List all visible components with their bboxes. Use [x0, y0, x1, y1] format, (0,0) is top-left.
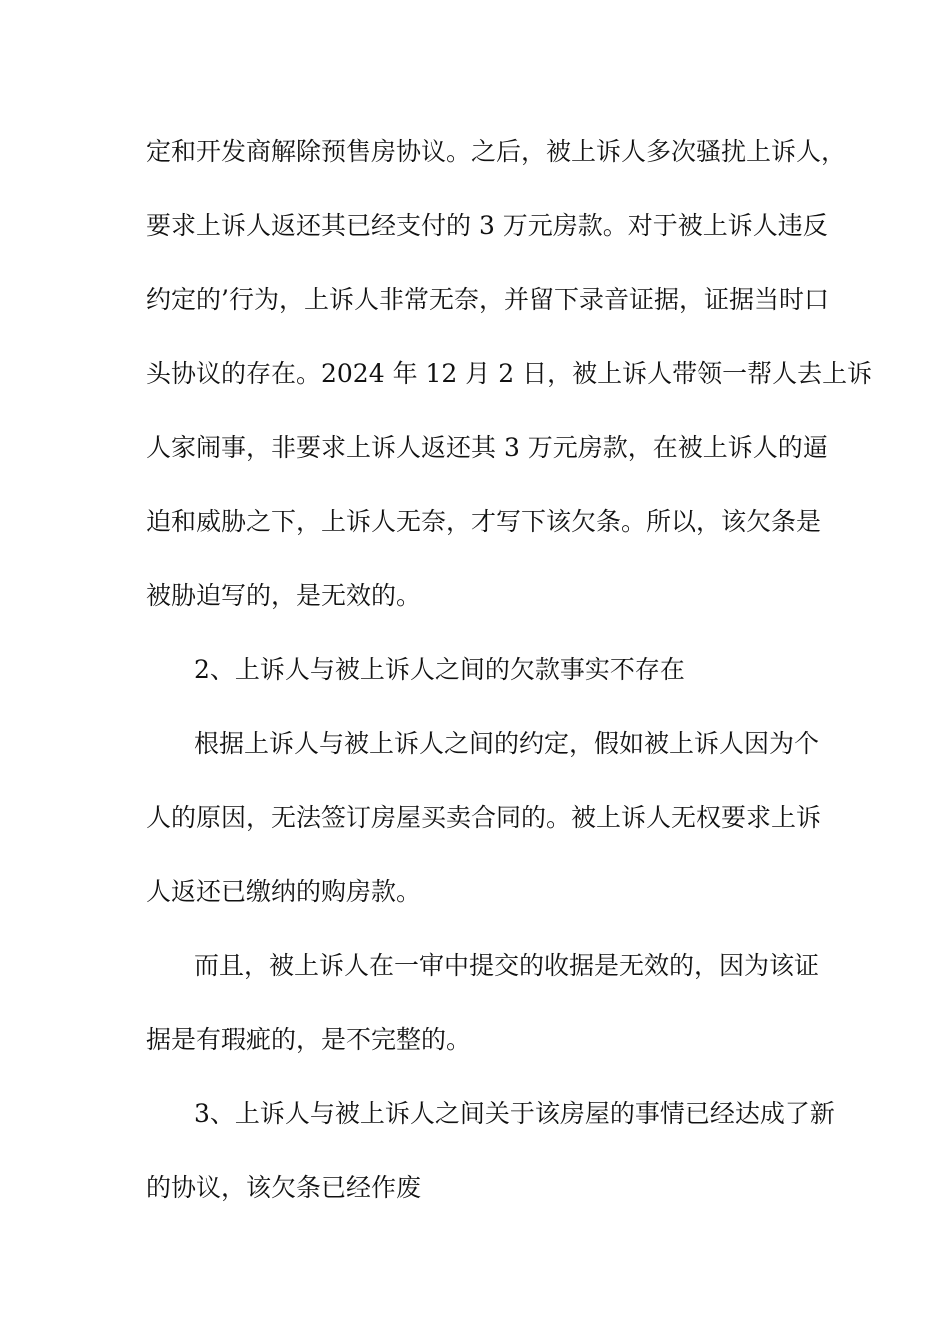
text-line: 头协议的存在。2024 年 12 月 2 日，被上诉人带领一帮人去上诉: [146, 359, 873, 388]
text-line: 约定的’行为，上诉人非常无奈，并留下录音证据，证据当时口: [146, 285, 829, 314]
text-line: 人家闹事，非要求上诉人返还其 3 万元房款，在被上诉人的逼: [146, 433, 828, 462]
text-line: 被胁迫写的，是无效的。: [146, 581, 422, 610]
text-line: 根据上诉人与被上诉人之间的约定，假如被上诉人因为个: [194, 729, 820, 758]
text-line: 定和开发商解除预售房协议。之后，被上诉人多次骚扰上诉人，: [146, 137, 847, 166]
text-line: 而且，被上诉人在一审中提交的收据是无效的，因为该证: [194, 951, 820, 980]
section-heading: 3、上诉人与被上诉人之间关于该房屋的事情已经达成了新: [194, 1099, 835, 1128]
text-line: 人返还已缴纳的购房款。: [146, 877, 422, 906]
text-line: 人的原因，无法签订房屋买卖合同的。被上诉人无权要求上诉: [146, 803, 822, 832]
text-line: 迫和威胁之下，上诉人无奈，才写下该欠条。所以，该欠条是: [146, 507, 822, 536]
section-heading: 2、上诉人与被上诉人之间的欠款事实不存在: [194, 655, 685, 684]
text-line: 的协议，该欠条已经作废: [146, 1173, 422, 1202]
text-line: 据是有瑕疵的，是不完整的。: [146, 1025, 472, 1054]
text-line: 要求上诉人返还其已经支付的 3 万元房款。对于被上诉人违反: [146, 211, 828, 240]
